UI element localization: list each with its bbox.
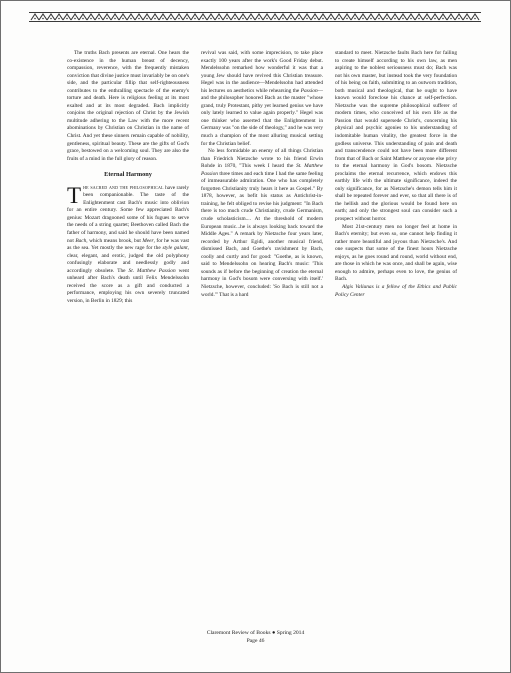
text-run-italic: Meer — [142, 237, 154, 244]
text-run: three times and each time I had the same feeling of immeasurable admiration. One who has completely forgotten Christianity truly hears it here as Gospel." By 1878, however, as befit his status as Antichrist-in-training, he felt obliged to revise his judgment: "In Bach there is too much crude Christianity, crude Germanism, crude scholasticism.... At the threshold of modern European music...he is always looking back toward the Middle Ages." A remark by Nietzsche four years later, recorded by Arthur Egidi, another musical friend, dismissed Bach, and Goethe's ravishment by Bach, coolly and curtly and for good: "Goethe, as is known, said to Mendelssohn on hearing Bach's music: 'This sounds as if before the beginning of creation the eternal harmony in God's bosom were conversing with itself.' Nietzsche, however, concluded: 'So Bach is still not a world.'" That is a hard — [201, 170, 323, 298]
ornament-dot — [66, 18, 68, 20]
ornament-dot — [426, 18, 428, 20]
text-run: have rarely been companionable. The taste of the Enlightenment cast Bach's music into oblivion for an entire century. Some few appreciated Bach's genius: Mozart dragooned some of his fugues to serve the needs of a string quartet; Beethoven called Bach the father of harmony, and said he should have been named not — [67, 184, 189, 244]
ornament-dot — [130, 18, 132, 20]
text-run: , for he was vast as the sea. Yet mostly the new rage for the — [67, 237, 190, 252]
ornament-dot — [410, 18, 412, 20]
ornament-dot — [402, 18, 404, 20]
ornament-pattern-icon — [29, 11, 481, 23]
author-bio: Algis Valiunas is a fellow of the Ethics and Public Policy Center — [335, 283, 457, 298]
paragraph: The truths Bach presents are eternal. One hears the co-existence in the human breast of decency, compassion, reverence, with the frequently mistaken conviction that divine justice must invariably be on one's side, and the particular fillip that self-righteousness contributes to the enthralling spectacle of the enemy's torture and death. Here is religious feeling at its most exalted and at its most degraded. Bach implicitly conjoins the original rejection of Christ by the Jewish multitude adhering to the Law with the more recent abominations by Christian on Christian in the name of Christ. And yet these sinners remain capable of nobility, gentleness, spiritual beauty. These are the gifts of God's grace, bestowed on a welcoming soul. They are also the fruits of a mind in the full glory of reason. — [67, 50, 189, 162]
ornament-dot — [386, 18, 388, 20]
ornament-dot — [282, 18, 284, 20]
ornament-dot — [202, 18, 204, 20]
ornament-dot — [418, 18, 420, 20]
ornament-dot — [434, 18, 436, 20]
section-heading: Eternal Harmony — [104, 171, 152, 179]
ornament-dot — [50, 18, 52, 20]
ornament-dot — [330, 18, 332, 20]
ornament-dot — [274, 18, 276, 20]
text-run-italic: St. Matthew Passion — [201, 163, 323, 177]
column-3 — [335, 50, 457, 299]
ornament-dot — [90, 18, 92, 20]
ornament-dot — [474, 18, 476, 20]
ornament-dot — [106, 18, 108, 20]
text-run-italic: style galant — [162, 245, 188, 252]
ornament-dot — [346, 18, 348, 20]
ornament-dot — [170, 18, 172, 20]
ornament-dot — [266, 18, 268, 20]
ornament-dot — [370, 18, 372, 20]
text-run: —and the philosopher honored Bach as the master "whose grand, truly Protestant, pithy yet learned genius we have only lately learned to value again properly." Hegel was one thinker who asserted that the Enlightenment in Germany was "on the side of theology," and he was very much a champion of the most alluring musical setting for the Christian belief. — [201, 87, 323, 147]
text-run-italic: St. Matthew Passion — [128, 267, 176, 274]
ornament-dot — [442, 18, 444, 20]
ornament-dot — [74, 18, 76, 20]
paragraph — [201, 50, 323, 148]
ornament-dot — [226, 18, 228, 20]
ornament-dot — [362, 18, 364, 20]
paragraph: standard to meet. Nietzsche faults Bach here for failing to create himself according to his own law, as men aspiring to the noblest seriousness must do; Bach was not his own master, but instead took the very foundation of his being on faith, submitting to an outworn tradition, both musical and theological, that he ought to have known would foreclose his chance at self-perfection. Nietzsche was the supreme philosophical sufferer of modern times, who conceived of his own life as the Passion that would supersede Christ's, concerning his physical and psychic agonies to his understanding of indomitable human vitality, the greatest force in the godless universe. This understanding of pain and death and transcendence could not have been more different from that of Bach or Saint Matthew or anyone else privy to the eternal harmony in God's bosom. Nietzsche proclaims the eternal recurrence, which endows this earthly life with the ultimate significance, indeed the only significance, for as Nietzsche's demon tells him it shall be repeated forever and ever, so that all there is of the hellish and the glorious would be found here on earth; and only the strongest soul can consider such a prospect without horror. — [335, 50, 457, 223]
ornament-dot — [234, 18, 236, 20]
text-run: revival was said, with some imprecision, to take place exactly 100 years after the work's Good Friday debut. Mendelssohn remarked how wonderful it was that a young Jew should have revived this Christian treasure. Hegel was in the audience—Mendelssohn had attended his lectures on aesthetics while rehearsing the — [201, 50, 323, 94]
footer-page-number: Page 46 — [246, 638, 265, 644]
ornament-dot — [122, 18, 124, 20]
text-run-italic: Bach — [75, 237, 87, 244]
paragraph: Most 21st-century men no longer feel at home in Bach's eternity; but even so, one cannot help finding it rather more beautiful and joyous than Nietzsche's. And one suspects that some of the finest hours Nietzsche enjoys, as he goes round and round, world without end, are those in which he was once, and shall be again, wise enough to admire, perhaps even to love, the genius of Bach. — [335, 223, 457, 283]
ornament-dot — [314, 18, 316, 20]
ornament-dot — [242, 18, 244, 20]
ornament-dot — [458, 18, 460, 20]
ornament-dot — [306, 18, 308, 20]
ornament-dot — [178, 18, 180, 20]
ornament-dot — [250, 18, 252, 20]
paragraph-eternal-harmony — [67, 182, 190, 306]
ornament-dot — [210, 18, 212, 20]
paragraph — [201, 148, 323, 299]
text-run: , clear, elegant, and erotic, judged the old polyphony confusingly elaborate and needlessly godly and accordingly obsolete. The — [67, 245, 189, 274]
ornament-dot — [58, 18, 60, 20]
text-run: , which means brook, but — [86, 237, 143, 244]
ornament-dot — [298, 18, 300, 20]
ornament-dot — [82, 18, 84, 20]
column-1 — [67, 50, 189, 306]
ornament-dot — [98, 18, 100, 20]
text-run-italic: Passion — [300, 87, 318, 94]
ornament-dot — [338, 18, 340, 20]
text-run: No less formidable an enemy of all things Christian than Friedrich Nietzsche wrote to his friend Erwin Rohde in 1870, "This week I heard the — [201, 148, 323, 170]
ornament-dot — [394, 18, 396, 20]
ornamental-border — [29, 11, 481, 23]
ornament-dot — [450, 18, 452, 20]
ornament-dot — [114, 18, 116, 20]
ornament-dot — [42, 18, 44, 20]
text-run: went unheard after Bach's death until Felix Mendelssohn received the score as a gift and conducted a performance, employing his own severely truncated version, in Berlin in 1829; this — [67, 267, 189, 304]
ornament-dot — [322, 18, 324, 20]
ornament-dot — [154, 18, 156, 20]
ornament-dot — [146, 18, 148, 20]
ornament-dot — [194, 18, 196, 20]
lead-in-caps: he sacred and the philosophical — [83, 184, 164, 191]
ornament-dot — [186, 18, 188, 20]
ornament-dot — [378, 18, 380, 20]
drop-cap: T — [67, 182, 82, 208]
ornament-dot — [162, 18, 164, 20]
column-2 — [201, 50, 323, 299]
ornament-dot — [258, 18, 260, 20]
ornament-dot — [218, 18, 220, 20]
ornament-dot — [290, 18, 292, 20]
ornament-dot — [354, 18, 356, 20]
article-body — [67, 50, 457, 560]
ornament-dot — [466, 18, 468, 20]
ornament-dot — [34, 18, 36, 20]
ornament-dot — [138, 18, 140, 20]
footer-publication: Claremont Review of Books ● Spring 2014 — [206, 630, 305, 636]
